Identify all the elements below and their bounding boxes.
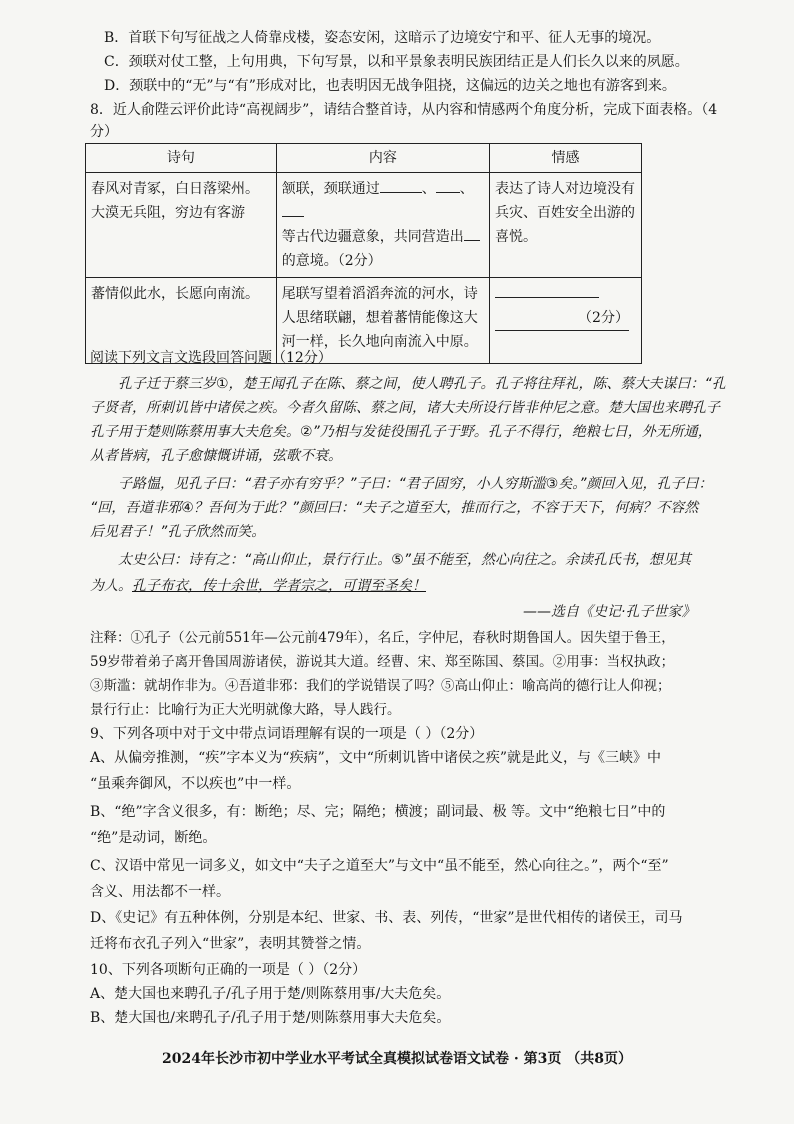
row2-poem: 蕃情似此水，长愿向南流。 (86, 278, 277, 364)
q7-option-d: D．颈联中的“无”与“有”形成对比，也表明因无战争阻挠，这偏远的边关之地也有游客到来。 (104, 78, 676, 94)
answer-blank[interactable] (495, 287, 599, 298)
q9-option-c: C、汉语中常见一词多义，如文中“夫子之道至大”与文中“虽不能至，然心向往之。”，两个“至” (90, 858, 669, 874)
table-row (86, 173, 642, 278)
table-header-row (86, 144, 642, 173)
row1-content-b: 等古代边疆意象，共同营造出 (281, 229, 464, 245)
header-emotion: 情感 (489, 144, 641, 173)
passage-line: 后见君子！”孔子欣然而笑。 (90, 524, 266, 540)
passage-line: 从者皆病，孔子愈慷慨讲诵，弦歌不衰。 (90, 448, 342, 464)
passage-line: “回，吾道非邪④？吾何为于此？”颜回曰：“夫子之道至大，推而行之，不容于天下，何病？不容然 (90, 500, 699, 516)
q10-option-b: B、楚大国也/来聘孔子/孔子用于楚/则陈蔡用事大夫危矣。 (90, 1010, 451, 1026)
header-poem: 诗句 (86, 144, 277, 173)
answer-blank[interactable] (464, 240, 480, 241)
row1-content: 颔联，颈联通过 、 、 等古代边疆意象，共同营造出 的意境。（2分） (276, 173, 489, 278)
row1-emotion: 表达了诗人对边境没有兵灾、百姓安全出游的喜悦。 (489, 173, 641, 278)
passage-line: 太史公曰：诗有之：“高山仰止，景行行止。⑤”虽不能至，然心向往之。余读孔氏书，想见其 (118, 552, 692, 568)
row1-content-a: 颔联，颈联通过 (281, 181, 380, 197)
q9-option-b-cont: “绝”是动词，断绝。 (90, 830, 217, 846)
q7-option-c: C．颈联对仗工整，上句用典，下句写景，以和平景象表明民族团结正是人们长久以来的夙愿。 (104, 54, 689, 70)
answer-blank[interactable] (495, 306, 629, 331)
note-line: 景行行止：比喻行为正大光明就像大路，导人践行。 (90, 702, 401, 718)
q8-stem-cont: 分） (90, 124, 118, 140)
row2-emotion-score: （2分） (578, 310, 629, 326)
answer-blank[interactable] (282, 216, 304, 217)
note-line: 注释：①孔子（公元前551年—公元前479年），名丘，字仲尼，春秋时期鲁国人。因失望于鲁王， (90, 630, 675, 646)
passage-line (90, 574, 650, 598)
q9-option-b: B、“绝”字含义很多，有：断绝；尽、完；隔绝；横渡；副词最、极 等。文中“绝粮七日”中的 (90, 804, 666, 820)
reading-heading: 阅读下列文言文选段回答问题（12分） (90, 350, 332, 366)
q9-option-a: A、从偏旁推测，“疾”字本义为“疾病”，文中“所刺讥皆中诸侯之疾”就是此义，与《三峡》中 (90, 750, 662, 766)
page-footer: 2024年长沙市初中学业水平考试全真模拟试卷语文试卷 · 第3页 （共8页） (162, 1051, 632, 1067)
underlined-sentence: 孔子布衣，传十余世，学者宗之，可谓至圣矣！ (132, 578, 426, 594)
q9-option-d: D、《史记》有五种体例，分别是本纪、世家、书、表、列传，“世家”是世代相传的诸侯王，司马 (90, 910, 683, 926)
note-line: ③斯滥：就胡作非为。④吾道非邪：我们的学说错误了吗？⑤高山仰止：喻高尚的德行让人仰视； (90, 678, 671, 694)
q9-option-a-cont: “虽乘奔御风，不以疾也”中一样。 (90, 776, 301, 792)
q9-stem: 9、下列各项中对于文中带点词语理解有误的一项是（ ）（2分） (90, 726, 484, 742)
passage-line: 孔子迁于蔡三岁①，楚王闻孔子在陈、蔡之间，使人聘孔子。孔子将往拜礼，陈、蔡大夫谋曰：“孔 (118, 376, 726, 392)
passage-source: ——选自《史记·孔子世家》 (523, 604, 696, 620)
passage-line: 子贤者，所刺讥皆中诸侯之疾。今者久留陈、蔡之间，诸大夫所设行皆非仲尼之意。楚大国也来聘孔子 (90, 400, 720, 416)
q10-option-a: A、楚大国也来聘孔子/孔子用于楚/则陈蔡用事/大夫危矣。 (90, 986, 451, 1002)
passage-fragment: 为人。 (90, 578, 132, 594)
q7-option-b: B．首联下句写征战之人倚靠戍楼，姿态安闲，这暗示了边境安宁和平、征人无事的境况。 (104, 30, 661, 46)
row2-content: 尾联写望着滔滔奔流的河水，诗人思绪联翩，想着蕃情能像这大河一样，长久地向南流入中原。 (276, 278, 489, 364)
passage-line: 孔子用于楚则陈蔡用事大夫危矣。②”乃相与发徒役围孔子于野。孔子不得行，绝粮七日，外无所通， (90, 424, 712, 440)
q9-option-c-cont: 含义、用法都不一样。 (90, 884, 230, 900)
row1-poem: 春风对青冢，白日落梁州。大漠无兵阻，穷边有客游 (86, 173, 277, 278)
q8-stem: 8．近人俞陛云评价此诗“高视阔步”，请结合整首诗，从内容和情感两个角度分析，完成下面表格。（4 (90, 102, 718, 118)
answer-blank[interactable] (436, 192, 460, 193)
q10-stem: 10、下列各项断句正确的一项是（ ）（2分） (90, 962, 367, 978)
q9-option-d-cont: 迁将布衣孔子列入“世家”，表明其赞誉之情。 (90, 936, 371, 952)
answer-blank[interactable] (380, 192, 422, 193)
row1-content-c: 的意境。（2分） (281, 253, 382, 269)
header-content: 内容 (276, 144, 489, 173)
note-line: 59岁带着弟子离开鲁国周游诸侯，游说其大道。经曹、宋、郑至陈国、蔡国。②用事：当权执政； (90, 654, 675, 670)
passage-line: 子路愠，见孔子曰：“君子亦有穷乎？”子曰：“君子固穷，小人穷斯滥③矣。”颜回入见，孔子曰： (118, 476, 713, 492)
analysis-table (85, 143, 642, 364)
